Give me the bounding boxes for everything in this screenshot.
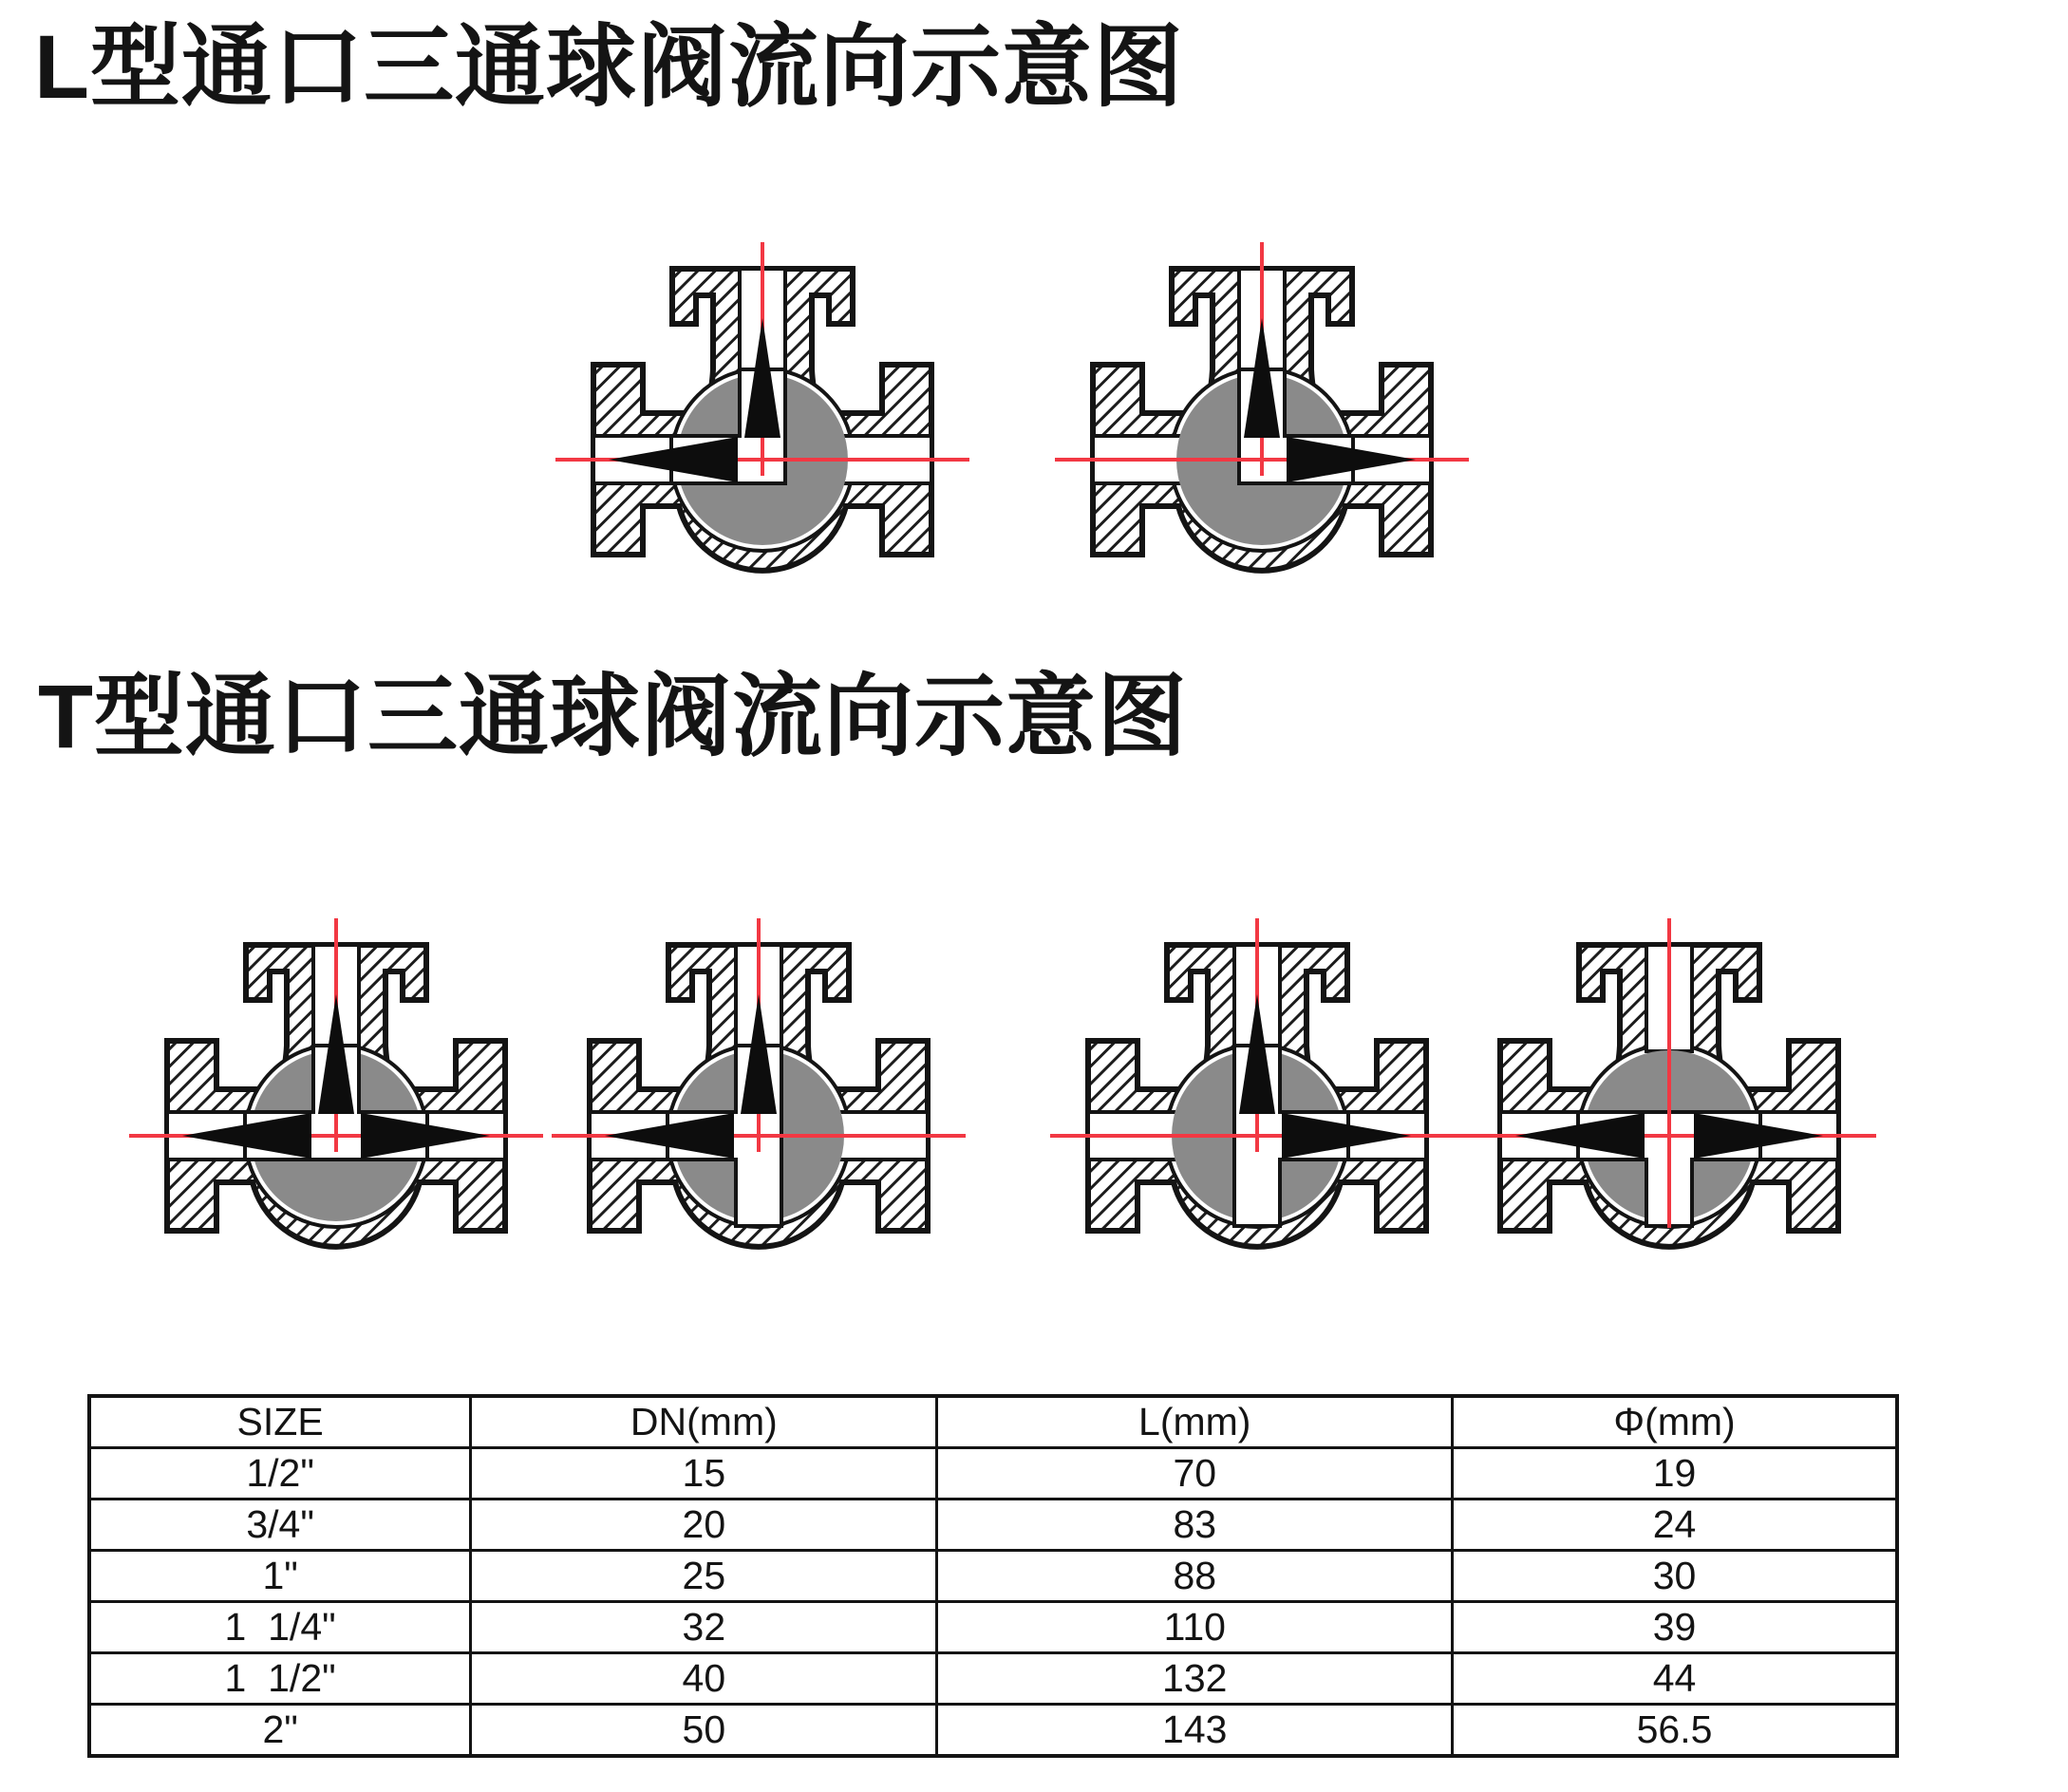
cell-size: 1 1/4" bbox=[89, 1602, 471, 1653]
col-header-l: L(mm) bbox=[937, 1396, 1453, 1448]
valve-cross-section-t-valve-flow-straight bbox=[1460, 913, 1878, 1264]
cell-l: 110 bbox=[937, 1602, 1453, 1653]
col-header-phi: Φ(mm) bbox=[1453, 1396, 1897, 1448]
cell-dn: 25 bbox=[471, 1551, 937, 1602]
cell-size: 1/2" bbox=[89, 1448, 471, 1500]
size-spec-table bbox=[87, 1394, 1899, 1758]
valve-diagram-t-all-ports bbox=[127, 913, 545, 1264]
cell-l: 70 bbox=[937, 1448, 1453, 1500]
table-row bbox=[89, 1500, 1897, 1551]
valve-diagram-l-left-up bbox=[554, 236, 971, 588]
table-row bbox=[89, 1653, 1897, 1705]
cell-size: 2" bbox=[89, 1705, 471, 1757]
table-header-row bbox=[89, 1396, 1897, 1448]
cell-dn: 20 bbox=[471, 1500, 937, 1551]
valve-diagram-t-left-up bbox=[550, 913, 968, 1264]
table-row bbox=[89, 1705, 1897, 1757]
cell-dn: 50 bbox=[471, 1705, 937, 1757]
valve-cross-section-t-valve-flow-all-ports bbox=[127, 913, 545, 1264]
valve-cross-section-l-valve-flow-right-up bbox=[1053, 236, 1471, 588]
cell-l: 88 bbox=[937, 1551, 1453, 1602]
col-header-dn: DN(mm) bbox=[471, 1396, 937, 1448]
cell-l: 132 bbox=[937, 1653, 1453, 1705]
cell-l: 83 bbox=[937, 1500, 1453, 1551]
valve-cross-section-l-valve-flow-left-up bbox=[554, 236, 971, 588]
valve-cross-section-t-valve-flow-left-up bbox=[550, 913, 968, 1264]
cell-size: 1 1/2" bbox=[89, 1653, 471, 1705]
cell-size: 1" bbox=[89, 1551, 471, 1602]
table-row bbox=[89, 1602, 1897, 1653]
col-header-size: SIZE bbox=[89, 1396, 471, 1448]
cell-phi: 44 bbox=[1453, 1653, 1897, 1705]
t-type-section-title: T型通口三通球阀流向示意图 bbox=[38, 667, 1189, 767]
cell-dn: 32 bbox=[471, 1602, 937, 1653]
cell-size: 3/4" bbox=[89, 1500, 471, 1551]
cell-dn: 15 bbox=[471, 1448, 937, 1500]
l-type-section-title: L型通口三通球阀流向示意图 bbox=[34, 17, 1185, 118]
valve-diagram-l-right-up bbox=[1053, 236, 1471, 588]
cell-phi: 39 bbox=[1453, 1602, 1897, 1653]
cell-phi: 30 bbox=[1453, 1551, 1897, 1602]
cell-phi: 19 bbox=[1453, 1448, 1897, 1500]
table-row bbox=[89, 1448, 1897, 1500]
valve-diagram-t-right-up bbox=[1048, 913, 1466, 1264]
cell-l: 143 bbox=[937, 1705, 1453, 1757]
valve-cross-section-t-valve-flow-right-up bbox=[1048, 913, 1466, 1264]
table-row bbox=[89, 1551, 1897, 1602]
cell-phi: 24 bbox=[1453, 1500, 1897, 1551]
cell-dn: 40 bbox=[471, 1653, 937, 1705]
valve-diagram-t-straight bbox=[1460, 913, 1878, 1264]
cell-phi: 56.5 bbox=[1453, 1705, 1897, 1757]
